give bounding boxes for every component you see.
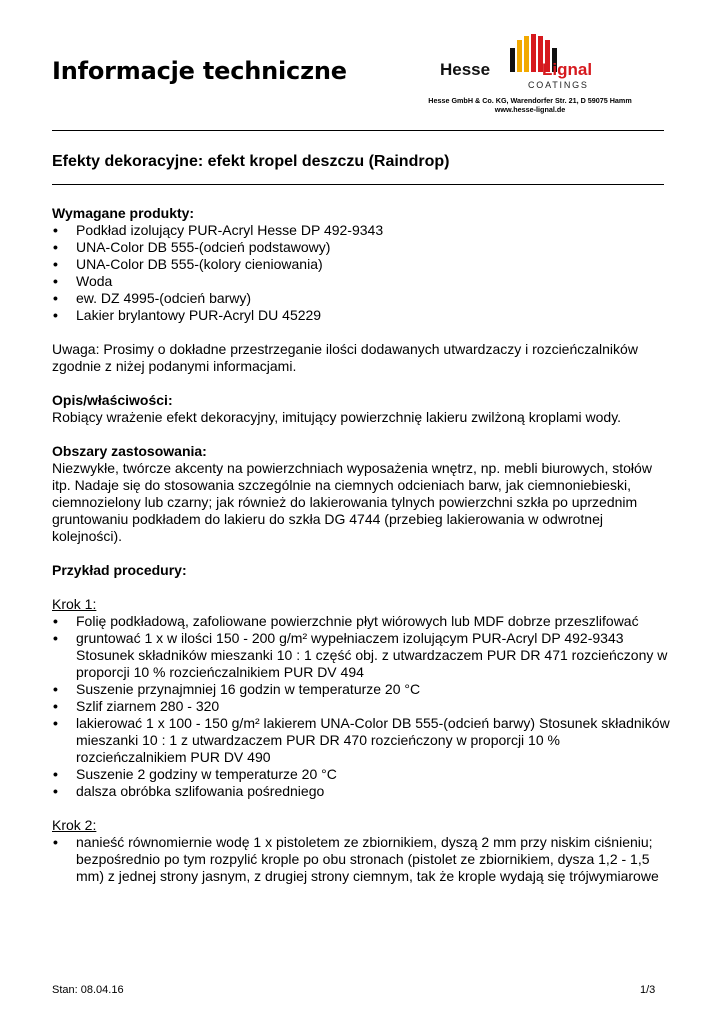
list-item: • ew. DZ 4995-(odcień barwy) [52, 290, 672, 307]
list-item: • Lakier brylantowy PUR-Acryl DU 45229 [52, 307, 672, 324]
company-address-block [400, 96, 660, 114]
description-text: Robiący wrażenie efekt dekoracyjny, imitujący powierzchnię lakieru zwilżoną kroplami wody. [52, 409, 622, 425]
list-item: • Suszenie 2 godziny w temperaturze 20 °C [52, 766, 672, 783]
company-logo [440, 34, 620, 94]
step1-list [52, 613, 672, 800]
list-item: • Szlif ziarnem 280 - 320 [52, 698, 672, 715]
areas-text: Niezwykłe, twórcze akcenty na powierzchniach wyposażenia wnętrz, np. mebli biurowych, stołów itp. Nadaje się do stosowania szczególnie na ciemnych odcieniach barw, jak ciemnoniebieski, ciemnozielony lub czarny; jak również do lakierowania tylnych powierzchni szkła po uprzednim gruntowaniu podkładem do lakieru do szkła DG 4744 (przebieg lakierowania w odwrotnej kolejności). [52, 460, 652, 544]
note-text: Uwaga: Prosimy o dokładne przestrzeganie ilości dodawanych utwardzaczy i rozcieńczalników zgodnie z niżej podanymi informacjami. [52, 341, 638, 374]
list-item: • Suszenie przynajmniej 16 godzin w temperaturze 20 °C [52, 681, 672, 698]
products-heading: Wymagane produkty: [52, 205, 195, 221]
page-title: Informacje techniczne [52, 57, 347, 85]
products-list [52, 222, 672, 324]
divider-subtitle [52, 184, 664, 185]
document-body [52, 205, 672, 885]
list-item: • UNA-Color DB 555-(kolory cieniowania) [52, 256, 672, 273]
logo-word-hesse: Hesse [440, 60, 491, 79]
list-item: • Podkład izolujący PUR-Acryl Hesse DP 492-9343 [52, 222, 672, 239]
list-item: • UNA-Color DB 555-(odcień podstawowy) [52, 239, 672, 256]
divider-top [52, 130, 664, 131]
list-item: • dalsza obróbka szlifowania pośredniego [52, 783, 672, 800]
description-heading: Opis/właściwości: [52, 392, 173, 408]
footer-page-number: 1/3 [640, 984, 656, 996]
logo-word-lignal: Lignal [542, 60, 593, 79]
step1-label: Krok 1: [52, 596, 97, 612]
list-item: • lakierować 1 x 100 - 150 g/m² lakierem UNA-Color DB 555-(odcień barwy) Stosunek składników mieszanki 10 : 1 z utwardzaczem PUR DR 470 rozcieńczony w proporcji 10 % rozcieńczalnikiem PUR DV 490 [52, 715, 672, 766]
list-item: • Folię podkładową, zafoliowane powierzchnie płyt wiórowych lub MDF dobrze przeszlifować [52, 613, 672, 630]
logo-subtitle: COATINGS [528, 80, 589, 90]
list-item: • Woda [52, 273, 672, 290]
list-item: • gruntować 1 x w ilości 150 - 200 g/m² wypełniaczem izolującym PUR-Acryl DP 492-9343 Stosunek składników mieszanki 10 : 1 część obj. z utwardzaczem PUR DR 471 rozcieńczony w proporcji 10 % rozcieńczalnikiem PUR DV 494 [52, 630, 672, 681]
step2-list [52, 834, 672, 885]
step2-label: Krok 2: [52, 817, 97, 833]
company-website[interactable]: www.hesse-lignal.de [494, 105, 566, 114]
areas-heading: Obszary zastosowania: [52, 443, 207, 459]
document-subtitle: Efekty dekoracyjne: efekt kropel deszczu (Raindrop) [52, 153, 450, 170]
footer-date: Stan: 08.04.16 [52, 984, 124, 996]
list-item: • nanieść równomiernie wodę 1 x pistoletem ze zbiornikiem, dyszą 2 mm przy niskim ciśnieniu; bezpośrednio po tym rozpylić krople po obu stronach (pistolet ze zbiornikiem, dysza 1,2 - 1,5 mm) z jednej strony jasnym, z drugiej strony ciemnym, tak że krople wydają się trójwymiarowe [52, 834, 672, 885]
company-address: Hesse GmbH & Co. KG, Warendorfer Str. 21, D 59075 Hamm [428, 96, 632, 105]
procedure-heading: Przykład procedury: [52, 562, 187, 578]
